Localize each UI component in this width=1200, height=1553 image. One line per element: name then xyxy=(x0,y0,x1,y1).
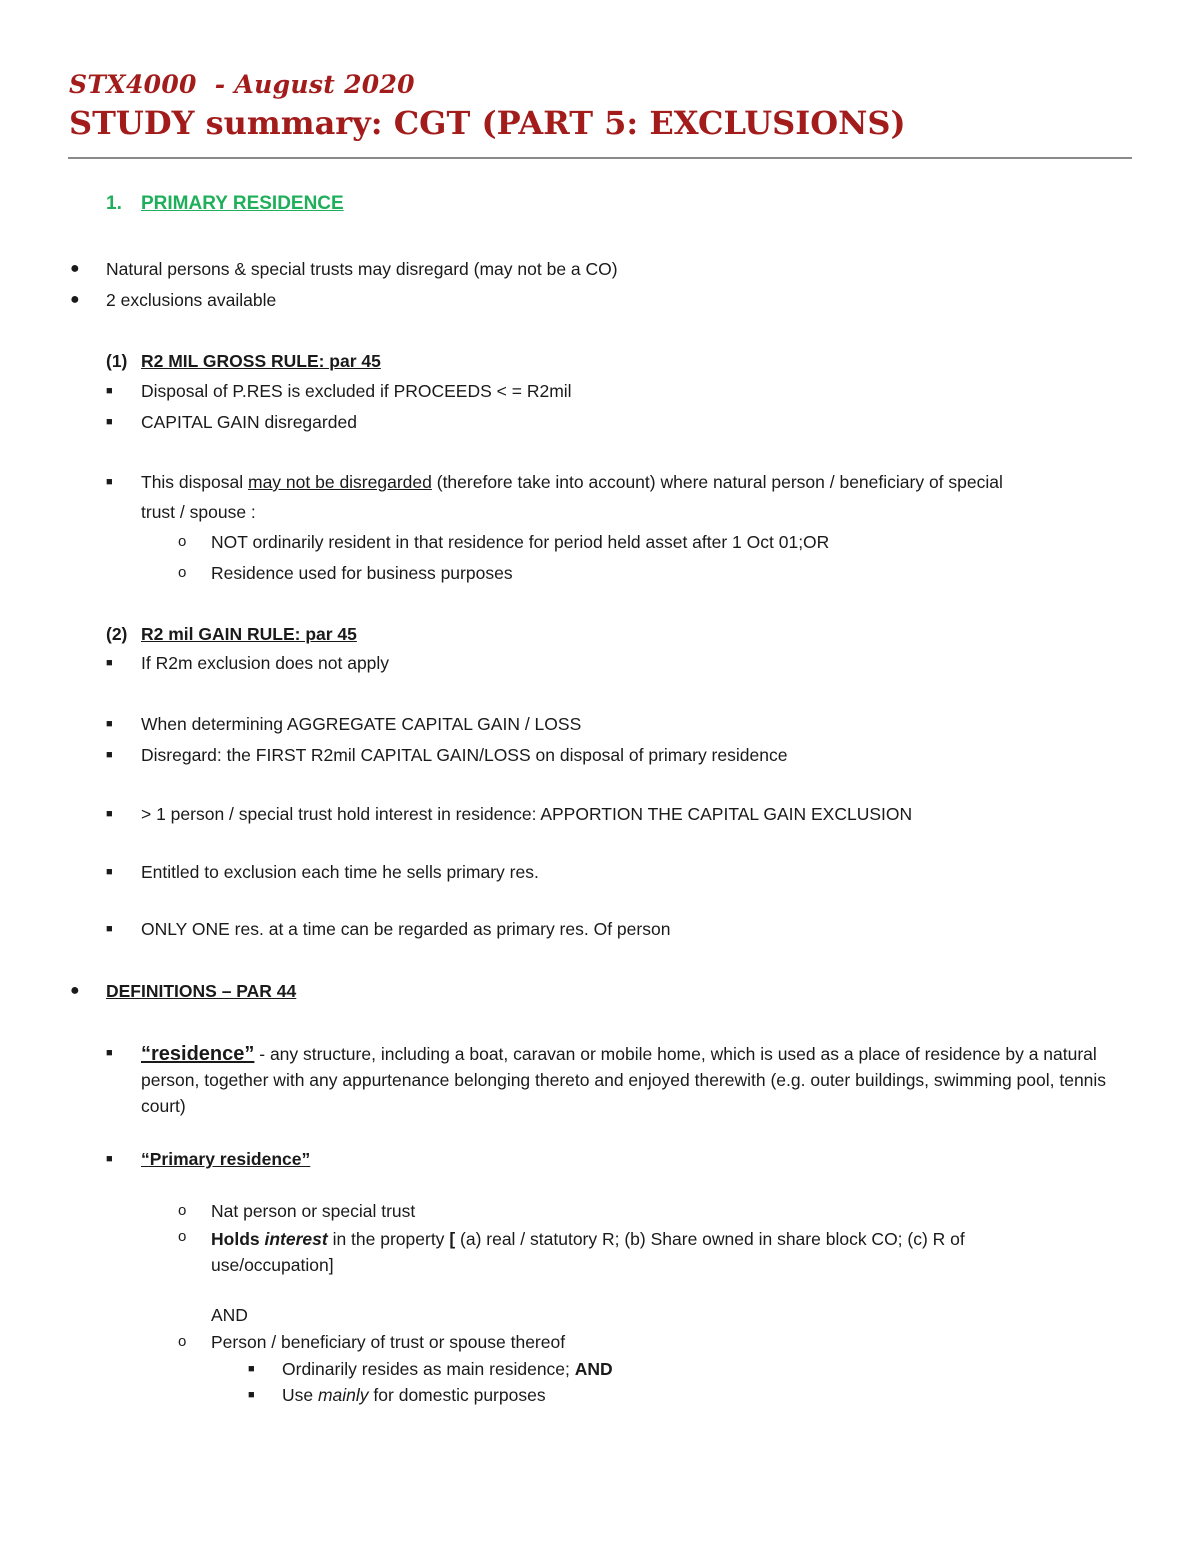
sub-sub-item xyxy=(282,1358,613,1380)
list-item: ONLY ONE res. at a time can be regarded as primary res. Of person xyxy=(141,919,671,939)
interest-bold-italic: interest xyxy=(264,1229,328,1249)
list-item: Entitled to exclusion each time he sells primary res. xyxy=(141,862,539,882)
resides-text: Ordinarily resides as main residence; xyxy=(282,1359,575,1379)
rule-number: (1) xyxy=(106,351,128,371)
document-title: STUDY summary: CGT (PART 5: EXCLUSIONS) xyxy=(69,104,906,142)
holds-text: in the property xyxy=(327,1229,450,1249)
list-item: Disposal of P.RES is excluded if PROCEEDS < = R2mil xyxy=(141,381,572,401)
square-bullet-icon: ■ xyxy=(106,385,113,397)
sub-sub-item xyxy=(282,1384,546,1406)
rule-heading-gross: R2 MIL GROSS RULE: par 45 xyxy=(141,351,381,371)
rule-heading-gain: R2 mil GAIN RULE: par 45 xyxy=(141,624,357,644)
rule-number: (2) xyxy=(106,624,128,644)
definition-term-residence: “residence” xyxy=(141,1043,255,1065)
note-underlined: may not be disregarded xyxy=(248,472,432,492)
bullet-icon: ● xyxy=(70,291,80,308)
list-item: When determining AGGREGATE CAPITAL GAIN / LOSS xyxy=(141,714,582,734)
resides-and: AND xyxy=(574,1359,613,1379)
square-bullet-icon: ■ xyxy=(106,416,113,428)
sub-item: NOT ordinarily resident in that residence for period held asset after 1 Oct 01;OR xyxy=(211,532,830,552)
sub-item: Person / beneficiary of trust or spouse thereof xyxy=(211,1332,566,1352)
sub-item-holds-interest xyxy=(211,1226,1081,1278)
note-continuation: trust / spouse : xyxy=(141,502,256,522)
document-subtitle: STX4000 - August 2020 xyxy=(69,70,415,99)
mainly-italic: mainly xyxy=(317,1385,369,1405)
and-connector: AND xyxy=(211,1305,248,1325)
square-bullet-icon: ■ xyxy=(106,657,113,669)
holds-rest: (a) real / statutory R; (b) Share owned in share block CO; (c) R of use/occupation] xyxy=(211,1229,965,1275)
circle-bullet-icon: o xyxy=(178,533,187,550)
square-bullet-icon: ■ xyxy=(248,1363,255,1375)
square-bullet-icon: ■ xyxy=(106,866,113,878)
square-bullet-icon: ■ xyxy=(106,808,113,820)
bullet-icon: ● xyxy=(70,260,80,277)
list-item: If R2m exclusion does not apply xyxy=(141,653,390,673)
square-bullet-icon: ■ xyxy=(106,718,113,730)
circle-bullet-icon: o xyxy=(178,1333,187,1350)
use-text: for domestic purposes xyxy=(368,1385,546,1405)
section-number: 1. xyxy=(106,193,122,214)
circle-bullet-icon: o xyxy=(178,564,187,581)
use-text: Use xyxy=(282,1385,318,1405)
square-bullet-icon: ■ xyxy=(106,1153,113,1165)
list-item: Natural persons & special trusts may disregard (may not be a CO) xyxy=(106,259,618,279)
square-bullet-icon: ■ xyxy=(106,1047,113,1059)
list-item-disposal-note xyxy=(141,471,1003,493)
section-heading-primary-residence: PRIMARY RESIDENCE xyxy=(141,193,344,214)
holds-bracket: [ xyxy=(449,1229,456,1249)
circle-bullet-icon: o xyxy=(178,1228,187,1245)
note-text: (therefore take into account) where natural person / beneficiary of special xyxy=(431,472,1003,492)
holds-bold: Holds xyxy=(211,1229,265,1249)
definition-text-residence: - any structure, including a boat, caravan or mobile home, which is used as a place of residence by a natural person, together with any appurtenance belonging thereto and enjoyed therewith (e.g. outer buildings, swimming pool, tennis court) xyxy=(141,1044,1107,1116)
bullet-icon: ● xyxy=(70,982,80,999)
square-bullet-icon: ■ xyxy=(248,1389,255,1401)
list-item: CAPITAL GAIN disregarded xyxy=(141,412,357,432)
definitions-heading: DEFINITIONS – PAR 44 xyxy=(106,981,297,1001)
list-item: > 1 person / special trust hold interest in residence: APPORTION THE CAPITAL GAIN EXCLUSION xyxy=(141,804,913,824)
square-bullet-icon: ■ xyxy=(106,749,113,761)
square-bullet-icon: ■ xyxy=(106,476,113,488)
definition-term-primary-residence: “Primary residence” xyxy=(141,1149,311,1169)
header-divider xyxy=(68,157,1132,159)
circle-bullet-icon: o xyxy=(178,1202,187,1219)
square-bullet-icon: ■ xyxy=(106,923,113,935)
list-item: Disregard: the FIRST R2mil CAPITAL GAIN/LOSS on disposal of primary residence xyxy=(141,745,788,765)
sub-item: Residence used for business purposes xyxy=(211,563,513,583)
note-text: This disposal xyxy=(141,472,248,492)
definition-residence xyxy=(141,1041,1131,1119)
sub-item: Nat person or special trust xyxy=(211,1201,416,1221)
list-item: 2 exclusions available xyxy=(106,290,277,310)
